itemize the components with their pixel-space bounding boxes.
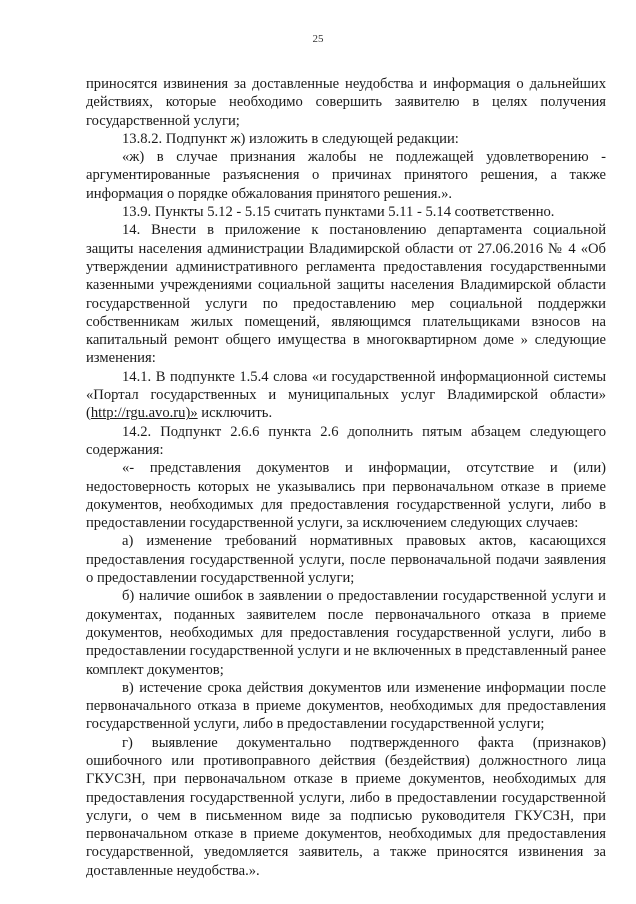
paragraph-14-1-before: 14.1. В подпункте 1.5.4 слова «и государственной информационной системы «Портал государственных и муниципальных услуг Владимирской области» ( <box>86 368 606 422</box>
document-body <box>86 75 606 880</box>
paragraph-dash: «- представления документов и информации, отсутствие и (или) недостоверность которых не указывались при первоначальном отказе в приеме документов, необходимых для предоставления государственной услуги, либо в предоставлении государственной услуги, за исключением следующих случаев: <box>86 460 606 532</box>
paragraph-14-2: 14.2. Подпункт 2.6.6 пункта 2.6 дополнить пятым абзацем следующего содержания: <box>86 423 606 458</box>
paragraph-case-a: а) изменение требований нормативных правовых актов, касающихся предоставления государственной услуги, после первоначальной подачи заявления о предоставлении государственной услуги; <box>86 533 606 587</box>
paragraph-14-1-after: исключить. <box>197 405 273 422</box>
paragraph-14-1 <box>86 368 606 423</box>
paragraph-13-8-2: 13.8.2. Подпункт ж) изложить в следующей редакции: <box>122 130 459 147</box>
rgu-link[interactable]: http://rgu.avo.ru)» <box>90 405 198 422</box>
paragraph-14: 14. Внести в приложение к постановлению департамента социальной защиты населения администрации Владимирской области от 27.06.2016 № 4 «Об утверждении административного регламента предоставления государственными казенными учреждениями социальной защиты населения Владимирской области государственной услуги по предоставлению мер социальной поддержки собственникам жилых помещений, являющимся плательщиками взносов на капитальный ремонт общего имущества в многоквартирном доме » следующие изменения: <box>86 222 606 367</box>
paragraph-case-g: г) выявление документально подтвержденного факта (признаков) ошибочного или противоправного действия (бездействия) должностного лица ГКУСЗН, при первоначальном отказе в приеме документов, необходимых для предоставления государственной услуги, либо в предоставлении государственной услуги, о чем в письменном виде за подписью руководителя ГКУСЗН, при первоначальном отказе в приеме документов, необходимых для предоставления государственной, уведомляется заявитель, а также приносятся извинения за доставленные неудобства.». <box>86 734 606 879</box>
paragraph-subpoint-zh: «ж) в случае признания жалобы не подлежащей удовлетворению - аргументированные разъяснения о причинах принятого решения, а также информация о порядке обжалования принятого решения.». <box>86 149 606 202</box>
paragraph-case-v: в) истечение срока действия документов или изменение информации после первоначального отказа в приеме документов, необходимых для предоставления государственной услуги, либо в предоставлении государственной услуги; <box>86 679 606 733</box>
page-number: 25 <box>312 33 324 45</box>
paragraph-13-9: 13.9. Пункты 5.12 - 5.15 считать пунктами 5.11 - 5.14 соответственно. <box>122 204 555 221</box>
paragraph-continuation: приносятся извинения за доставленные неудобства и информация о дальнейших действиях, которые необходимо совершить заявителю в целях получения государственной услуги; <box>86 76 606 129</box>
paragraph-case-b: б) наличие ошибок в заявлении о предоставлении государственной услуги и документах, поданных заявителем после первоначального отказа в приеме документов, необходимых для предоставления государственной услуги, либо в предоставлении государственной услуги и не включенных в представленный ранее комплект документов; <box>86 588 606 678</box>
